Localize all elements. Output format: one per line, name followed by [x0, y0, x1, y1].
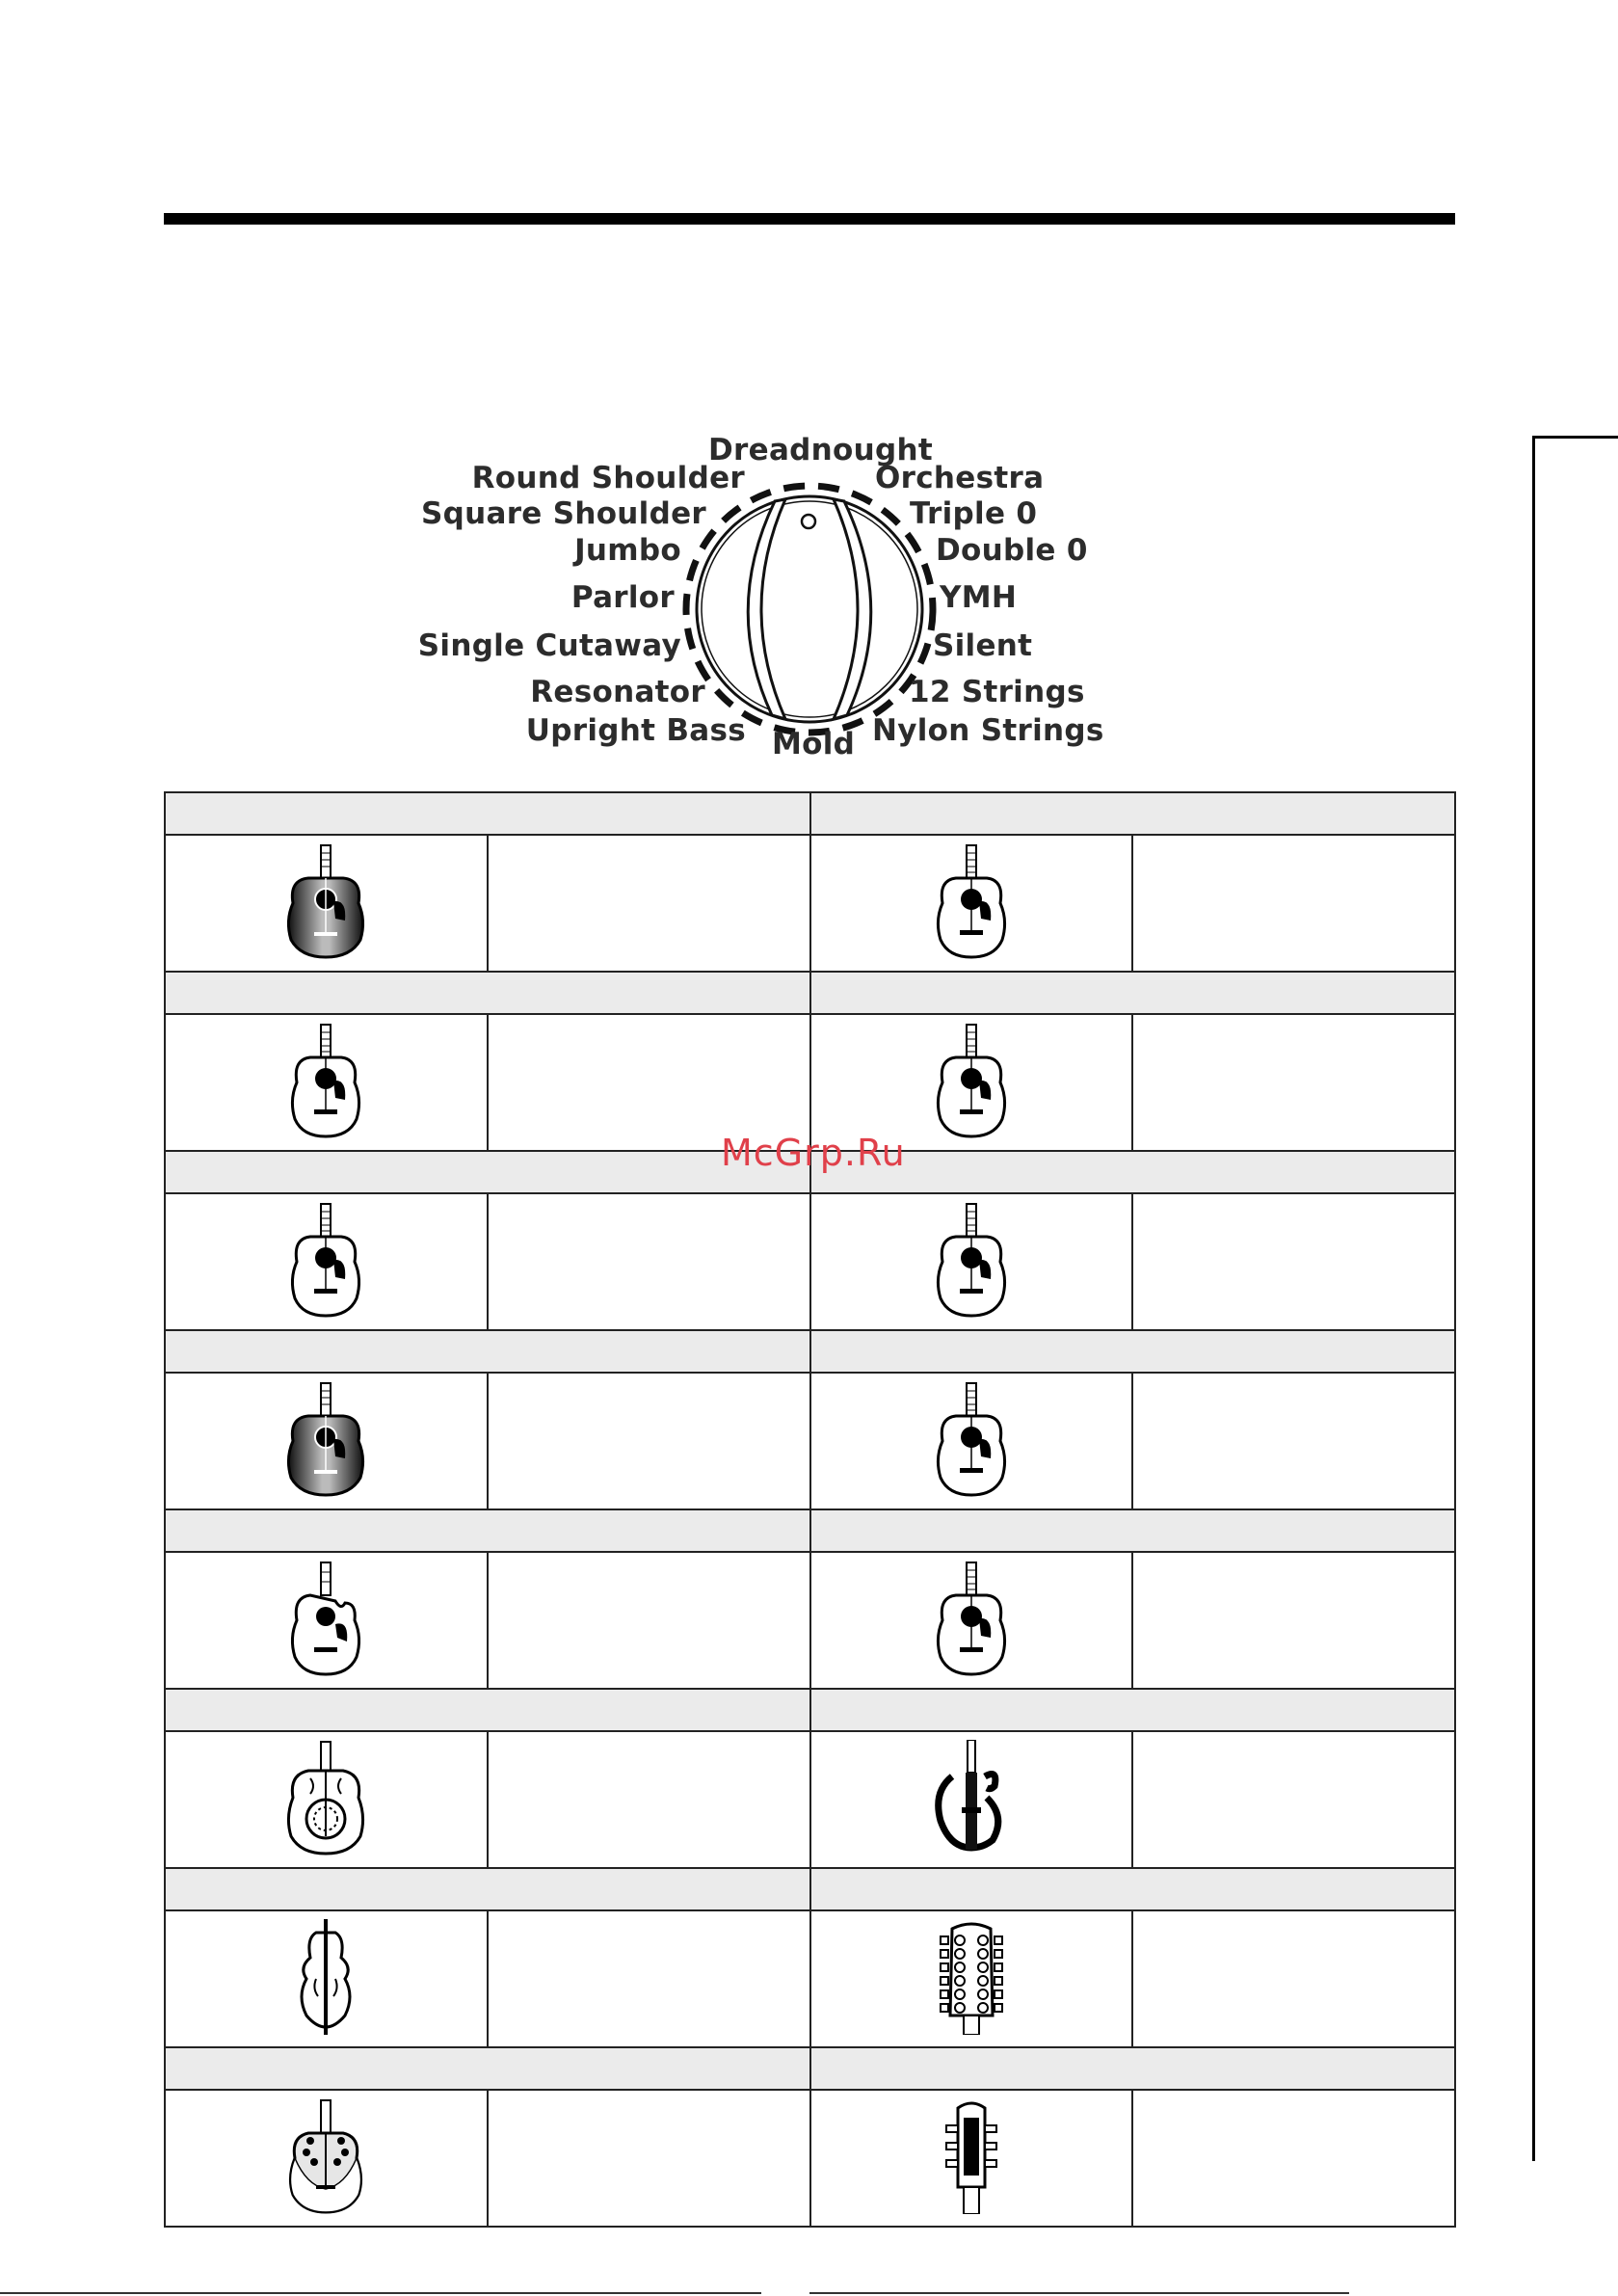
icon-cell [165, 1731, 488, 1868]
table-row [165, 835, 1455, 972]
dial-label-ymh: YMH [940, 580, 1018, 615]
description-cell [488, 1193, 810, 1330]
dial-label-dreadnought: Dreadnought [708, 433, 933, 467]
body-type-dial[interactable] [417, 424, 1104, 771]
table-header-row [165, 792, 1455, 835]
icon-cell [810, 1910, 1133, 2047]
round-shoulder-guitar-icon [278, 1023, 374, 1138]
dial-label-nylon-strings: Nylon Strings [872, 713, 1104, 748]
dial-indicator-dot [802, 515, 815, 528]
icon-cell [810, 2090, 1133, 2227]
dial-label-orchestra: Orchestra [875, 461, 1045, 495]
description-cell [1132, 1910, 1455, 2047]
header-cell [165, 1509, 810, 1552]
dial-label-resonator: Resonator [530, 675, 705, 709]
mold-roundback-guitar-icon [278, 2098, 374, 2214]
header-cell [810, 2047, 1456, 2090]
header-cell [165, 1330, 810, 1373]
bottom-rule [0, 2292, 761, 2294]
ymh-guitar-icon [923, 1381, 1020, 1497]
table-row [165, 2090, 1455, 2227]
header-cell [165, 1689, 810, 1731]
description-cell [488, 835, 810, 972]
dial-label-mold: Mold [772, 727, 856, 761]
table-row [165, 1910, 1455, 2047]
header-cell [810, 1151, 1456, 1193]
dial-label-square-shoulder: Square Shoulder [420, 496, 706, 531]
description-cell [488, 1731, 810, 1868]
icon-cell [165, 1193, 488, 1330]
table-header-row [165, 1330, 1455, 1373]
parlor-guitar-icon [923, 1561, 1020, 1676]
description-cell [1132, 1193, 1455, 1330]
icon-cell [165, 1373, 488, 1509]
upright-bass-icon [278, 1919, 374, 2035]
table-header-row [165, 1509, 1455, 1552]
dial-label-upright-bass: Upright Bass [525, 713, 746, 748]
description-cell [488, 1552, 810, 1689]
dial-label-double-0: Double 0 [936, 533, 1088, 568]
description-cell [488, 1910, 810, 2047]
side-margin-tab [1532, 436, 1618, 439]
header-cell [165, 1868, 810, 1910]
nylon-headstock-icon [923, 2098, 1020, 2214]
table-row [165, 1731, 1455, 1868]
icon-cell [810, 835, 1133, 972]
header-cell [165, 1151, 810, 1193]
table-header-row [165, 2047, 1455, 2090]
dial-label-12-strings: 12 Strings [909, 675, 1085, 709]
table-header-row [165, 1689, 1455, 1731]
icon-cell [810, 1193, 1133, 1330]
triple-0-guitar-icon [923, 1023, 1020, 1138]
dial-label-single-cutaway: Single Cutaway [417, 628, 681, 663]
twelve-string-headstock-icon [923, 1919, 1020, 2035]
dial-knob[interactable] [697, 496, 922, 722]
dial-label-round-shoulder: Round Shoulder [471, 461, 745, 495]
square-shoulder-guitar-icon [278, 1202, 374, 1318]
silent-guitar-icon [923, 1740, 1020, 1855]
description-cell [1132, 2090, 1455, 2227]
side-margin-rule [1532, 436, 1535, 2161]
table-row [165, 1373, 1455, 1509]
description-cell [1132, 1373, 1455, 1509]
header-cell [810, 1868, 1456, 1910]
double-0-guitar-icon [923, 1202, 1020, 1318]
description-cell [488, 1373, 810, 1509]
header-cell [810, 1689, 1456, 1731]
guitar-types-table [164, 791, 1456, 2228]
icon-cell [165, 2090, 488, 2227]
icon-cell [165, 1552, 488, 1689]
header-cell [165, 2047, 810, 2090]
top-rule [164, 213, 1455, 225]
table-header-row [165, 972, 1455, 1014]
dial-label-parlor: Parlor [570, 580, 675, 615]
dreadnought-sunburst-guitar-icon [278, 843, 374, 959]
single-cutaway-guitar-icon [278, 1561, 374, 1676]
dial-label-jumbo: Jumbo [574, 533, 681, 568]
description-cell [1132, 1014, 1455, 1151]
dial-label-silent: Silent [933, 628, 1033, 663]
dial-label-triple-0: Triple 0 [910, 496, 1038, 531]
icon-cell [810, 1373, 1133, 1509]
icon-cell [165, 1910, 488, 2047]
jumbo-sunburst-guitar-icon [278, 1381, 374, 1497]
header-cell [810, 972, 1456, 1014]
description-cell [488, 2090, 810, 2227]
description-cell [1132, 1731, 1455, 1868]
bottom-rule-right [809, 2292, 1349, 2294]
table-row [165, 1193, 1455, 1330]
header-cell [165, 972, 810, 1014]
icon-cell [165, 1014, 488, 1151]
icon-cell [810, 1552, 1133, 1689]
description-cell [1132, 835, 1455, 972]
header-cell [810, 1509, 1456, 1552]
resonator-guitar-icon [278, 1740, 374, 1855]
table-row [165, 1552, 1455, 1689]
header-cell [810, 1330, 1456, 1373]
icon-cell [810, 1731, 1133, 1868]
description-cell [1132, 1552, 1455, 1689]
icon-cell [165, 835, 488, 972]
table-row [165, 1014, 1455, 1151]
orchestra-guitar-icon [923, 843, 1020, 959]
table-header-row [165, 1868, 1455, 1910]
icon-cell [810, 1014, 1133, 1151]
description-cell [488, 1014, 810, 1151]
header-cell [165, 792, 810, 835]
header-cell [810, 792, 1456, 835]
watermark-text: McGrp.Ru [721, 1132, 906, 1174]
